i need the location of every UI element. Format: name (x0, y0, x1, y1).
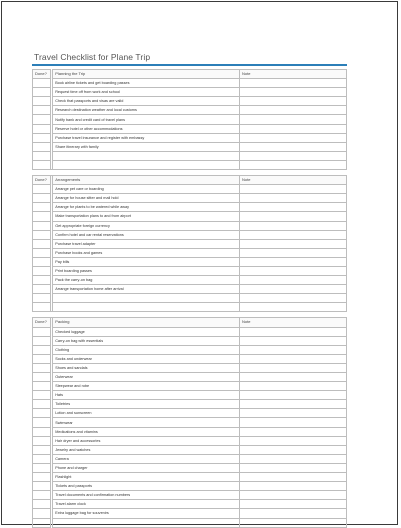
done-checkbox-cell[interactable] (33, 248, 51, 257)
note-cell[interactable] (239, 345, 346, 354)
checklist-row (33, 473, 347, 482)
task-cell[interactable]: Clothing (53, 345, 240, 354)
task-cell[interactable]: Lotion and sunscreen (53, 409, 240, 418)
checklist-row (33, 185, 347, 194)
task-cell[interactable]: Phone and charger (53, 463, 240, 472)
task-cell[interactable]: Camera (53, 454, 240, 463)
note-cell[interactable] (239, 518, 346, 527)
done-checkbox-cell[interactable] (33, 160, 51, 169)
done-checkbox-cell[interactable] (33, 482, 51, 491)
checklist-document (32, 52, 347, 528)
checklist-row (33, 382, 347, 391)
note-cell[interactable] (239, 266, 346, 275)
task-cell[interactable] (53, 518, 240, 527)
section-heading: Packing (53, 318, 240, 327)
done-checkbox-cell[interactable] (33, 509, 51, 518)
done-checkbox-cell[interactable] (33, 391, 51, 400)
done-checkbox-cell[interactable] (33, 221, 51, 230)
task-cell[interactable]: Arrange pet care or boarding (53, 185, 240, 194)
task-cell[interactable]: Hair dryer and accessories (53, 436, 240, 445)
note-cell[interactable] (239, 239, 346, 248)
note-cell[interactable] (239, 463, 346, 472)
note-cell[interactable] (239, 454, 346, 463)
note-cell[interactable] (239, 106, 346, 115)
note-cell[interactable] (239, 151, 346, 160)
done-checkbox-cell[interactable] (33, 436, 51, 445)
section-header-row (33, 176, 347, 185)
task-cell[interactable]: Purchase travel adapter (53, 239, 240, 248)
section-heading: Arrangements (53, 176, 240, 185)
checklist-row (33, 257, 347, 266)
done-checkbox-cell[interactable] (33, 336, 51, 345)
checklist-row (33, 194, 347, 203)
checklist-row (33, 336, 347, 345)
task-cell[interactable]: Hats (53, 391, 240, 400)
checklist-row (33, 248, 347, 257)
checklist-row (33, 363, 347, 372)
note-cell[interactable] (239, 257, 346, 266)
checklist-row (33, 482, 347, 491)
done-checkbox-cell[interactable] (33, 463, 51, 472)
note-cell[interactable] (239, 363, 346, 372)
task-cell[interactable]: Sleepwear and robe (53, 382, 240, 391)
note-cell[interactable] (239, 79, 346, 88)
task-cell[interactable] (53, 151, 240, 160)
note-cell[interactable] (239, 285, 346, 294)
task-cell[interactable]: Check that passports and visas are valid (53, 97, 240, 106)
done-column-header: Done? (33, 70, 51, 79)
note-cell[interactable] (239, 133, 346, 142)
note-column-header: Note (239, 70, 346, 79)
checklist-row (33, 79, 347, 88)
note-cell[interactable] (239, 212, 346, 221)
done-checkbox-cell[interactable] (33, 266, 51, 275)
task-cell[interactable]: Shoes and sandals (53, 363, 240, 372)
task-cell[interactable] (53, 160, 240, 169)
task-cell[interactable]: Reserve hotel or other accommodations (53, 124, 240, 133)
task-cell[interactable]: Confirm hotel and car rental reservations (53, 230, 240, 239)
done-checkbox-cell[interactable] (33, 354, 51, 363)
note-cell[interactable] (239, 382, 346, 391)
task-cell[interactable]: Arrange for plants to be watered while away (53, 203, 240, 212)
note-cell[interactable] (239, 400, 346, 409)
task-cell[interactable]: Pay bills (53, 257, 240, 266)
note-cell[interactable] (239, 221, 346, 230)
done-checkbox-cell[interactable] (33, 276, 51, 285)
done-checkbox-cell[interactable] (33, 142, 51, 151)
done-checkbox-cell[interactable] (33, 133, 51, 142)
task-cell[interactable]: Travel documents and confirmation numbers (53, 491, 240, 500)
checklist-row (33, 509, 347, 518)
note-column-header: Note (239, 318, 346, 327)
task-cell[interactable]: Purchase books and games (53, 248, 240, 257)
checklist-row (33, 491, 347, 500)
done-checkbox-cell[interactable] (33, 88, 51, 97)
done-checkbox-cell[interactable] (33, 454, 51, 463)
note-cell[interactable] (239, 327, 346, 336)
task-cell[interactable]: Travel alarm clock (53, 500, 240, 509)
checklist-row (33, 239, 347, 248)
checklist-row (33, 203, 347, 212)
done-checkbox-cell[interactable] (33, 500, 51, 509)
checklist-row (33, 133, 347, 142)
task-cell[interactable]: Flashlight (53, 473, 240, 482)
task-cell[interactable]: Toiletries (53, 400, 240, 409)
checklist-row (33, 142, 347, 151)
task-cell[interactable]: Arrange transportation home after arrival (53, 285, 240, 294)
checklist-row (33, 88, 347, 97)
note-cell[interactable] (239, 194, 346, 203)
checklist-row (33, 212, 347, 221)
note-cell[interactable] (239, 276, 346, 285)
done-checkbox-cell[interactable] (33, 212, 51, 221)
task-cell[interactable]: Research destination weather and local customs (53, 106, 240, 115)
done-checkbox-cell[interactable] (33, 257, 51, 266)
done-checkbox-cell[interactable] (33, 97, 51, 106)
checklist-row (33, 427, 347, 436)
task-cell[interactable] (53, 294, 240, 303)
note-cell[interactable] (239, 185, 346, 194)
task-cell[interactable]: Jewelry and watches (53, 445, 240, 454)
checklist-row (33, 327, 347, 336)
done-checkbox-cell[interactable] (33, 124, 51, 133)
done-checkbox-cell[interactable] (33, 115, 51, 124)
done-checkbox-cell[interactable] (33, 185, 51, 194)
note-cell[interactable] (239, 248, 346, 257)
done-checkbox-cell[interactable] (33, 327, 51, 336)
done-checkbox-cell[interactable] (33, 491, 51, 500)
note-cell[interactable] (239, 409, 346, 418)
task-cell[interactable]: Outerwear (53, 373, 240, 382)
task-cell[interactable]: Notify bank and credit card of travel plans (53, 115, 240, 124)
note-cell[interactable] (239, 391, 346, 400)
task-cell[interactable]: Tickets and passports (53, 482, 240, 491)
checklist-row (33, 400, 347, 409)
section-header-row (33, 318, 347, 327)
checklist-row (33, 160, 347, 169)
task-cell[interactable]: Print boarding passes (53, 266, 240, 275)
done-checkbox-cell[interactable] (33, 409, 51, 418)
done-checkbox-cell[interactable] (33, 285, 51, 294)
done-checkbox-cell[interactable] (33, 418, 51, 427)
checklist-row (33, 445, 347, 454)
done-checkbox-cell[interactable] (33, 518, 51, 527)
checklist-row (33, 221, 347, 230)
checklist-row (33, 294, 347, 303)
task-cell[interactable]: Medications and vitamins (53, 427, 240, 436)
done-checkbox-cell[interactable] (33, 445, 51, 454)
note-cell[interactable] (239, 115, 346, 124)
done-checkbox-cell[interactable] (33, 382, 51, 391)
checklist-row (33, 409, 347, 418)
checklist-row (33, 354, 347, 363)
done-checkbox-cell[interactable] (33, 230, 51, 239)
checklist-row (33, 151, 347, 160)
note-cell[interactable] (239, 500, 346, 509)
note-cell[interactable] (239, 294, 346, 303)
note-cell[interactable] (239, 303, 346, 312)
note-cell[interactable] (239, 445, 346, 454)
task-cell[interactable]: Get appropriate foreign currency (53, 221, 240, 230)
task-cell[interactable]: Extra luggage bag for souvenirs (53, 509, 240, 518)
checklist-row (33, 518, 347, 527)
note-cell[interactable] (239, 230, 346, 239)
checklist-row (33, 115, 347, 124)
done-checkbox-cell[interactable] (33, 79, 51, 88)
done-checkbox-cell[interactable] (33, 294, 51, 303)
done-checkbox-cell[interactable] (33, 106, 51, 115)
task-cell[interactable]: Make transportation plans to and from airport (53, 212, 240, 221)
task-cell[interactable]: Arrange for house sitter and mail hold (53, 194, 240, 203)
checklist-row (33, 285, 347, 294)
note-cell[interactable] (239, 354, 346, 363)
note-cell[interactable] (239, 336, 346, 345)
note-cell[interactable] (239, 160, 346, 169)
done-column-header: Done? (33, 176, 51, 185)
done-checkbox-cell[interactable] (33, 345, 51, 354)
task-cell[interactable]: Share itinerary with family (53, 142, 240, 151)
note-cell[interactable] (239, 373, 346, 382)
task-cell[interactable]: Carry-on bag with essentials (53, 336, 240, 345)
section-header-row (33, 70, 347, 79)
checklist-row (33, 500, 347, 509)
note-cell[interactable] (239, 491, 346, 500)
task-cell[interactable]: Checked luggage (53, 327, 240, 336)
done-checkbox-cell[interactable] (33, 373, 51, 382)
note-cell[interactable] (239, 124, 346, 133)
document-title: Travel Checklist for Plane Trip (32, 52, 347, 66)
checklist-row (33, 266, 347, 275)
done-checkbox-cell[interactable] (33, 203, 51, 212)
done-checkbox-cell[interactable] (33, 400, 51, 409)
checklist-row (33, 391, 347, 400)
note-column-header: Note (239, 176, 346, 185)
task-cell[interactable]: Pack the carry-on bag (53, 276, 240, 285)
note-cell[interactable] (239, 142, 346, 151)
checklist-row (33, 345, 347, 354)
checklist-row (33, 106, 347, 115)
done-column-header: Done? (33, 318, 51, 327)
task-cell[interactable]: Book airline tickets and get boarding passes (53, 79, 240, 88)
note-cell[interactable] (239, 88, 346, 97)
task-cell[interactable]: Purchase travel insurance and register with embassy (53, 133, 240, 142)
checklist-row (33, 97, 347, 106)
checklist-row (33, 373, 347, 382)
task-cell[interactable]: Request time off from work and school (53, 88, 240, 97)
checklist-row (33, 418, 347, 427)
task-cell[interactable]: Swimwear (53, 418, 240, 427)
note-cell[interactable] (239, 427, 346, 436)
note-cell[interactable] (239, 436, 346, 445)
task-cell[interactable] (53, 303, 240, 312)
checklist-row (33, 436, 347, 445)
done-checkbox-cell[interactable] (33, 303, 51, 312)
checklist-row (33, 230, 347, 239)
checklist-row (33, 454, 347, 463)
section-heading: Planning the Trip (53, 70, 240, 79)
done-checkbox-cell[interactable] (33, 194, 51, 203)
checklist-row (33, 276, 347, 285)
done-checkbox-cell[interactable] (33, 151, 51, 160)
note-cell[interactable] (239, 418, 346, 427)
checklist-row (33, 303, 347, 312)
checklist-table (32, 69, 347, 528)
note-cell[interactable] (239, 482, 346, 491)
note-cell[interactable] (239, 509, 346, 518)
task-cell[interactable]: Socks and underwear (53, 354, 240, 363)
done-checkbox-cell[interactable] (33, 239, 51, 248)
done-checkbox-cell[interactable] (33, 363, 51, 372)
done-checkbox-cell[interactable] (33, 473, 51, 482)
done-checkbox-cell[interactable] (33, 427, 51, 436)
note-cell[interactable] (239, 473, 346, 482)
checklist-row (33, 463, 347, 472)
note-cell[interactable] (239, 203, 346, 212)
checklist-row (33, 124, 347, 133)
note-cell[interactable] (239, 97, 346, 106)
